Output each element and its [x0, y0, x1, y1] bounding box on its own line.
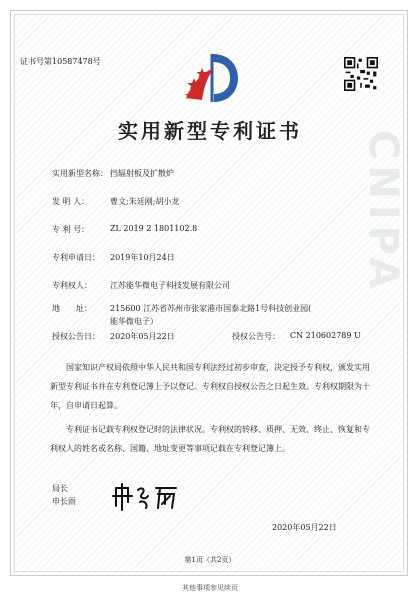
director-title-line-1: 局长 [52, 484, 68, 493]
certificate-title: 实用新型专利证书 [118, 119, 302, 143]
patent-number-value: ZL 2019 2 1801102.8 [110, 224, 198, 233]
grant-date-label: 授权公告日： [52, 332, 100, 341]
director-signature [110, 482, 180, 512]
filing-date-label: 专利申请日： [52, 253, 100, 262]
grant-statement-line-3: 年，自申请日起算。 [50, 401, 122, 410]
patent-holder-label: 专利权人： [52, 281, 92, 290]
inventor-label: 发 明 人： [52, 197, 90, 206]
announcement-number-value: CN 210602789 U [290, 331, 361, 340]
patent-number-label: 专 利 号： [52, 225, 90, 234]
legal-status-line-1: 专利证书记载专利权登记时的法律状况。专利权的转移、质押、无效、终止、恢复和专 [66, 425, 370, 434]
director-name: 申长雨 [52, 497, 76, 506]
patent-holder-value: 江苏能华微电子科技发展有限公司 [110, 281, 230, 290]
cnipa-logo-icon [180, 48, 242, 108]
address-value-line-1: 215600 江苏省苏州市张家港市国泰北路1号科技创业园( [110, 304, 312, 313]
cnipa-watermark: CNIPA [360, 130, 406, 295]
qr-code-icon [344, 57, 378, 91]
inventor-value: 曹文;朱廷刚;胡小龙 [110, 197, 180, 206]
page-indicator: 第1页（共2页） [184, 556, 236, 564]
legal-status-paragraph [50, 420, 370, 458]
issue-date: 2020年05月22日 [272, 523, 337, 532]
grant-statement-line-2: 新型专利证书并在专利登记簿上予以登记。专利权自授权公告之日起生效。专利权期限为十 [50, 382, 370, 391]
utility-model-name-label: 实用新型名称： [52, 169, 108, 178]
footer-note: 其他事项参见续页 [182, 584, 238, 592]
announcement-number-label: 授权公告号： [232, 332, 280, 341]
grant-statement-line-1: 国家知识产权局依照中华人民共和国专利法经过初步审查，决定授予专利权，颁发实用 [66, 363, 370, 372]
grant-date-value: 2020年05月22日 [110, 332, 175, 341]
director-title [52, 482, 76, 508]
certificate-number: 证书号第10587478号 [20, 57, 101, 66]
legal-status-line-2: 利权人的姓名或名称、国籍、地址变更等事项记载在专利登记簿上。 [50, 444, 290, 453]
address-label: 地 址： [52, 304, 92, 313]
grant-statement-paragraph [50, 358, 370, 415]
filing-date-value: 2019年10月24日 [110, 253, 175, 262]
utility-model-name-value: 挡辐射板及扩散炉 [110, 169, 174, 178]
address-value-line-2: 能华微电子） [110, 317, 158, 326]
